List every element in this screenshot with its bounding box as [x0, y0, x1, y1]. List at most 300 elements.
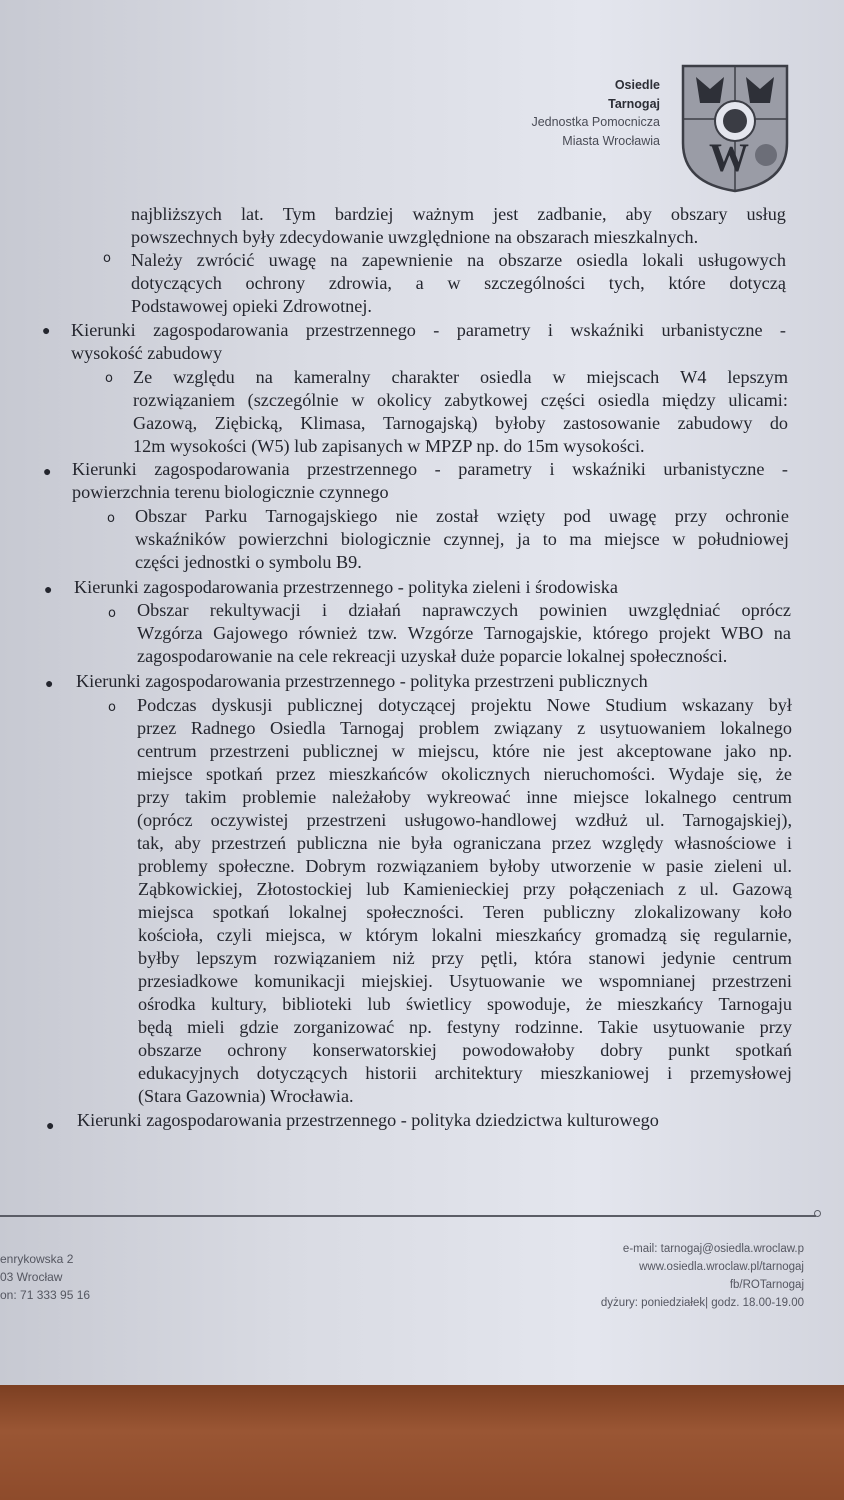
text-word: ochronie — [725, 506, 789, 526]
text-word: i — [549, 459, 555, 479]
text-word: przestrzeni — [209, 741, 290, 761]
text-word: koło — [759, 902, 792, 922]
text-word: działań — [348, 600, 401, 620]
text-word: wzdłuż — [575, 810, 628, 830]
text-word: obszarze — [498, 250, 563, 270]
text-word: spotkań — [735, 1040, 792, 1060]
text-word: między — [662, 390, 716, 410]
text-word: spowoduje, — [487, 994, 571, 1014]
text-word: takim — [185, 787, 227, 807]
footer-email: e-mail: tarnogaj@osiedla.wroclaw.p — [622, 1243, 804, 1255]
text-word: ważnym — [412, 204, 475, 224]
text-word: przestrzennego — [307, 459, 418, 479]
text-word: wykreować — [426, 787, 511, 807]
text-word: uwagę — [268, 250, 317, 270]
text-word: najbliższych — [131, 204, 222, 224]
text-word: Osiedla — [269, 718, 326, 738]
text-word: nie — [395, 506, 418, 526]
text-word: własnościowe — [674, 833, 777, 853]
text-word: połączeniach — [569, 879, 665, 899]
text-word: punkt — [668, 1040, 710, 1060]
text-word: ul. — [645, 810, 665, 830]
text-word: ul. — [773, 856, 792, 876]
text-word: mieszkańcy — [617, 994, 704, 1014]
text-word: - — [781, 459, 788, 479]
text-word: biologicznie — [340, 529, 431, 549]
crest-letter: W — [709, 135, 749, 180]
text-word: zadbanie, — [537, 204, 607, 224]
text-word: - — [433, 320, 440, 340]
text-line — [138, 855, 792, 877]
text-word: byłby — [138, 948, 180, 968]
text-word: powierzchnia terenu biologicznie czynnego — [72, 482, 389, 502]
text-word: tych, — [608, 273, 645, 293]
text-line — [138, 901, 792, 923]
text-word: mieli — [187, 1017, 225, 1037]
text-word: wskaźników — [135, 529, 226, 549]
sub-bullet-marker: o — [108, 606, 116, 621]
text-line — [138, 1039, 792, 1061]
text-word: dotyczących — [256, 1063, 348, 1083]
text-word: spotkań — [212, 902, 270, 922]
desk-surface — [0, 1385, 844, 1500]
text-word: naprawczych — [422, 600, 519, 620]
text-word: Kierunki — [71, 320, 136, 340]
text-word: W4 — [680, 367, 707, 387]
text-word: należałoby — [331, 787, 411, 807]
text-word: że — [585, 994, 602, 1014]
text-word: Tarnogajskiego — [265, 506, 378, 526]
text-word: miejsca — [138, 902, 194, 922]
text-word: lub — [366, 879, 390, 899]
text-word: którego — [592, 623, 649, 643]
text-word: w — [339, 925, 353, 945]
text-word: w — [351, 390, 365, 410]
text-word: się — [680, 925, 701, 945]
text-word: WBO — [720, 623, 764, 643]
text-word: edukacyjnych — [138, 1063, 239, 1083]
footer-street: enrykowska 2 — [0, 1252, 74, 1266]
text-word: wzięty — [496, 506, 546, 526]
text-word: powierzchni — [238, 529, 329, 549]
text-word: tzw. — [367, 623, 398, 643]
text-line — [77, 1109, 659, 1131]
text-word: ochrony — [245, 273, 306, 293]
text-line — [76, 670, 648, 692]
text-line — [137, 763, 792, 785]
text-word: bardziej — [334, 204, 394, 224]
footer-divider — [0, 1215, 816, 1217]
text-word: zagospodarowania — [154, 459, 290, 479]
text-word: miejsce — [573, 787, 629, 807]
text-word: usługowo-handlowej — [404, 810, 558, 830]
bullet-marker: ● — [44, 583, 53, 598]
text-word: to — [542, 529, 557, 549]
text-word: historii — [365, 1063, 417, 1083]
text-word: projektu — [471, 695, 532, 715]
text-word: na — [467, 250, 485, 270]
text-word: biblioteki — [282, 994, 352, 1014]
text-line — [138, 1062, 792, 1084]
text-word: rodzinne. — [514, 1017, 584, 1037]
text-word: Tarnogajską) — [382, 413, 478, 433]
text-word: względu — [173, 367, 235, 387]
footer-address — [0, 1250, 90, 1304]
text-word: mieszkańców — [328, 764, 428, 784]
text-line — [137, 786, 792, 808]
text-word: w — [552, 367, 566, 387]
text-word: byłoby — [489, 856, 540, 876]
text-word: Wzgórze — [407, 623, 474, 643]
text-line — [137, 622, 791, 644]
text-word: przemysłowej — [689, 1063, 792, 1083]
text-word: jest — [493, 204, 519, 224]
text-word: lokalnego — [644, 787, 717, 807]
text-word: powszechnych były zdecydowanie uwzględnione na obszarach mieszkalnych. — [131, 227, 699, 247]
text-word: Tarnogajskie, — [483, 623, 583, 643]
sub-bullet-marker: o — [108, 700, 116, 715]
text-word: lepszym — [196, 948, 257, 968]
text-word: Kamienieckiej — [403, 879, 510, 899]
text-line — [131, 249, 786, 271]
text-word: Tym — [282, 204, 316, 224]
text-word: w — [447, 273, 461, 293]
text-word: problem — [418, 718, 480, 738]
text-word: wysokość zabudowy — [71, 343, 223, 363]
text-word: spotkań — [206, 764, 263, 784]
footer-facebook: fb/ROTarnogaj — [729, 1279, 804, 1291]
text-word: kultury, — [210, 994, 267, 1014]
text-word: usytuowanie — [652, 1017, 745, 1037]
sub-bullet-marker: o — [103, 251, 111, 266]
text-word: przez — [551, 833, 592, 853]
text-word: parametry — [456, 320, 531, 340]
text-line — [72, 458, 788, 480]
text-word: osiedla — [480, 367, 532, 387]
text-word: Kierunki zagospodarowania przestrzennego - polityka zieleni i środowiska — [74, 577, 618, 597]
text-word: ulicami: — [728, 390, 788, 410]
text-word: komunikacji — [254, 971, 346, 991]
text-word: parametry — [458, 459, 532, 479]
footer-website: www.osiedla.wroclaw.pl/tarnogaj — [639, 1261, 804, 1273]
text-word: Tarnogaj — [340, 718, 405, 738]
text-word: Podczas — [137, 695, 197, 715]
text-word: lepszym — [727, 367, 788, 387]
text-word: że — [775, 764, 792, 784]
footer-city: 03 Wrocław — [0, 1270, 63, 1284]
text-word: Należy — [131, 250, 183, 270]
text-word: ochrony — [227, 1040, 287, 1060]
text-word: Podstawowej opieki Zdrowotnej. — [131, 296, 372, 316]
text-word: na — [255, 367, 273, 387]
text-line — [137, 694, 792, 716]
text-word: przestrzeni — [306, 810, 387, 830]
text-word: uwzględniać — [628, 600, 721, 620]
text-word: tak, — [137, 833, 164, 853]
text-word: i — [321, 600, 328, 620]
text-word: Klimasa, — [300, 413, 366, 433]
text-word: kameralny — [293, 367, 371, 387]
text-word: architektury — [434, 1063, 523, 1083]
text-word: również — [298, 623, 358, 643]
text-word: utworzenie — [550, 856, 632, 876]
text-word: niż — [392, 948, 415, 968]
text-word: akceptowane — [616, 741, 712, 761]
text-word: przy — [137, 787, 170, 807]
text-word: Gajowego — [213, 623, 288, 643]
bullet-marker: ● — [43, 465, 52, 480]
text-word: był — [768, 695, 792, 715]
text-word: Gazową — [732, 879, 792, 899]
text-word: zabudowy — [677, 413, 753, 433]
text-word: mieszkańcy — [495, 925, 582, 945]
text-word: świetlicy — [405, 994, 472, 1014]
text-word: Tarnogaju — [718, 994, 792, 1014]
text-word: usług — [746, 204, 786, 224]
text-word: ma — [569, 529, 592, 549]
text-word: rozwiązaniem — [376, 856, 479, 876]
text-word: lub — [367, 994, 391, 1014]
text-word: Dobrym — [305, 856, 366, 876]
text-word: przestrzeń — [211, 833, 287, 853]
text-word: miejskiej. — [361, 971, 433, 991]
text-word: Takie — [597, 1017, 639, 1037]
text-word: i — [547, 320, 553, 340]
text-line — [72, 481, 389, 503]
text-word: miejsce — [604, 529, 660, 549]
text-word: wskazany — [681, 695, 754, 715]
text-word: i — [786, 833, 792, 853]
text-word: które — [668, 273, 706, 293]
text-word: społeczne. — [218, 856, 295, 876]
text-word: nie — [542, 741, 566, 761]
text-word: Teren — [483, 902, 525, 922]
text-word: z — [577, 718, 586, 738]
text-word: urbanistyczne — [661, 320, 763, 340]
text-word: powinien — [539, 600, 608, 620]
text-word: zabytkowej — [444, 390, 529, 410]
text-word: Usytuowanie — [449, 971, 546, 991]
text-word: jest — [578, 741, 604, 761]
text-word: dotyczącej — [378, 695, 456, 715]
text-word: przy — [523, 879, 556, 899]
text-line — [137, 645, 727, 667]
text-word: okolicy — [377, 390, 432, 410]
text-word: pasie — [665, 856, 704, 876]
footer-contact — [601, 1240, 804, 1312]
text-word: czyli — [216, 925, 252, 945]
text-word: części — [540, 390, 586, 410]
text-word: festyny — [446, 1017, 501, 1037]
sub-bullet-marker: o — [105, 371, 113, 386]
text-word: względy — [601, 833, 664, 853]
text-word: publiczny — [543, 902, 616, 922]
sub-bullet-marker: o — [107, 511, 115, 526]
text-word: projekt — [658, 623, 711, 643]
text-word: w — [672, 529, 686, 549]
text-word: urbanistyczne — [663, 459, 765, 479]
text-word: centrum — [732, 948, 792, 968]
text-line — [133, 389, 788, 411]
text-word: przy — [759, 1017, 792, 1037]
text-word: okolicznych — [441, 764, 531, 784]
text-line — [135, 528, 789, 550]
text-word: w — [642, 856, 656, 876]
text-word: a — [415, 273, 424, 293]
text-word: został — [436, 506, 479, 526]
text-word: rozwiązaniem — [273, 948, 376, 968]
text-word: zagospodarowania — [153, 320, 289, 340]
text-word: pętli, — [480, 948, 518, 968]
footer-office-hours: dyżury: poniedziałek| godz. 18.00-19.00 — [600, 1297, 804, 1309]
text-word: np. — [409, 1017, 432, 1037]
letterhead-line-3: Jednostka Pomocnicza — [531, 115, 660, 129]
text-word: która — [534, 948, 572, 968]
text-word: dobry — [600, 1040, 643, 1060]
text-word: Ząbkowickiej, — [138, 879, 243, 899]
text-word: rekultywacji — [209, 600, 301, 620]
text-word: oprócz — [741, 600, 791, 620]
text-word: zlokalizowany — [634, 902, 741, 922]
text-line — [71, 342, 222, 364]
text-word: zdrowia, — [328, 273, 392, 293]
text-line — [138, 924, 792, 946]
text-word: we — [561, 971, 583, 991]
text-word: pod — [563, 506, 591, 526]
text-word: powodowałoby — [462, 1040, 575, 1060]
text-word: - — [434, 459, 441, 479]
text-word: konserwatorskiej — [312, 1040, 437, 1060]
text-word: zagospodarowanie na cele rekreacji uzyskał duże poparcie lokalnej społeczności. — [137, 646, 728, 666]
text-word: inne — [526, 787, 558, 807]
text-line — [131, 272, 786, 294]
text-word: Gazową, — [133, 413, 198, 433]
text-word: miejscach — [586, 367, 660, 387]
bullet-marker: ● — [42, 324, 51, 339]
text-word: Parku — [204, 506, 248, 526]
text-word: aby — [174, 833, 201, 853]
text-word: gromadzą — [594, 925, 667, 945]
text-word: stanowi — [588, 948, 646, 968]
text-word: (szczególnie — [247, 390, 339, 410]
text-word: mieszkaniowej — [540, 1063, 650, 1083]
text-word: Nowe — [546, 695, 591, 715]
text-word: wskaźniki — [572, 459, 646, 479]
text-word: miejsce — [137, 764, 193, 784]
text-word: rozwiązaniem — [133, 390, 235, 410]
text-word: charakter — [391, 367, 460, 387]
text-line — [131, 226, 698, 248]
text-line — [138, 993, 792, 1015]
letterhead-line-4: Miasta Wrocławia — [562, 133, 660, 148]
text-word: ośrodka — [138, 994, 196, 1014]
text-word: - — [779, 320, 786, 340]
text-word: centrum — [137, 741, 197, 761]
text-word: przez — [276, 764, 316, 784]
text-word: zapewnienie — [361, 250, 453, 270]
text-line — [137, 740, 792, 762]
text-line — [74, 576, 618, 598]
text-word: regularnie, — [713, 925, 792, 945]
text-word: przez — [137, 718, 177, 738]
text-word: miejscu, — [417, 741, 480, 761]
text-line — [133, 435, 645, 457]
text-line — [137, 599, 791, 621]
text-word: i — [667, 1063, 673, 1083]
text-word: przesiadkowe — [138, 971, 238, 991]
text-word: lokalni — [431, 925, 483, 945]
text-line — [131, 295, 372, 317]
text-word: części jednostki o symbolu B9. — [135, 552, 362, 572]
text-word: Wzgórza — [137, 623, 203, 643]
text-line — [138, 1085, 354, 1107]
text-word: np. — [769, 741, 792, 761]
text-word: Kierunki zagospodarowania przestrzennego - polityka przestrzeni publicznych — [76, 671, 648, 691]
text-word: dotyczących — [131, 273, 222, 293]
text-word: dotyczą — [729, 273, 786, 293]
footer-phone: on: 71 333 95 16 — [0, 1288, 91, 1302]
text-word: nie — [378, 833, 401, 853]
text-word: na — [773, 623, 791, 643]
text-word: będą — [138, 1017, 173, 1037]
letterhead-line-2: Tarnogaj — [608, 96, 660, 111]
text-word: zieleni — [714, 856, 763, 876]
text-word: lokali — [642, 250, 684, 270]
text-word: Radnego — [190, 718, 256, 738]
text-word: osiedla — [576, 250, 628, 270]
text-word: Tarnogajskiej), — [682, 810, 792, 830]
text-word: osiedla — [597, 390, 650, 410]
text-word: aby — [625, 204, 652, 224]
text-line — [137, 832, 792, 854]
text-word: szczególności — [484, 273, 586, 293]
text-word: obszary — [670, 204, 728, 224]
text-word: nieruchomości. — [543, 764, 656, 784]
footer-divider-endpoint — [814, 1210, 821, 1217]
text-word: obszarze — [138, 1040, 202, 1060]
text-word: publicznej — [302, 741, 379, 761]
text-line — [137, 717, 792, 739]
text-line — [133, 412, 788, 434]
text-word: jedynie — [661, 948, 716, 968]
text-line — [137, 809, 792, 831]
text-word: centrum — [732, 787, 792, 807]
text-word: ul. — [699, 879, 719, 899]
text-word: do — [769, 413, 788, 433]
text-line — [135, 551, 362, 573]
text-word: (oprócz — [137, 810, 193, 830]
text-word: gdzie — [239, 1017, 279, 1037]
text-word: usytuowaniem — [599, 718, 706, 738]
text-word: się, — [737, 764, 763, 784]
text-word: lat. — [240, 204, 264, 224]
text-word: uwagę — [609, 506, 657, 526]
text-word: kościoła, — [138, 925, 204, 945]
text-word: lokalnego — [720, 718, 792, 738]
text-word: była — [411, 833, 443, 853]
text-line — [133, 366, 788, 388]
text-word: zastosowanie — [563, 413, 661, 433]
text-word: południowej — [697, 529, 789, 549]
text-word: przy — [431, 948, 464, 968]
text-word: usługowych — [698, 250, 786, 270]
text-line — [131, 203, 786, 225]
text-word: które — [492, 741, 530, 761]
text-word: Kierunki zagospodarowania przestrzennego - polityka dziedzictwa kulturowego — [77, 1110, 659, 1130]
text-word: miejsca, — [265, 925, 326, 945]
text-line — [138, 970, 792, 992]
text-word: Złotostockiej — [256, 879, 353, 899]
